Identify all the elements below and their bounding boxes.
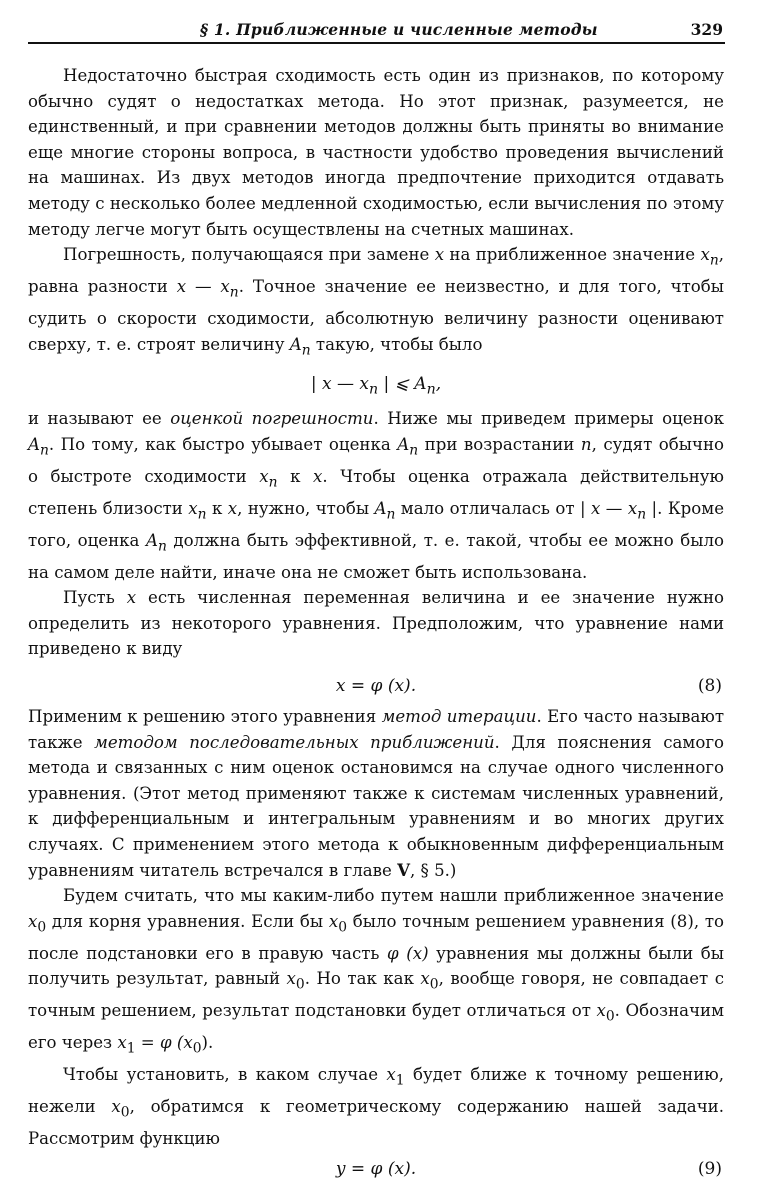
running-header <box>28 14 725 44</box>
paragraph-7: Чтобы установить, в каком случае $x_1$ будет ближе к точному решению, нежели $x_0$, обратимся к геометрическому содержанию нашей задачи. Рассмотрим функцию <box>28 1065 724 1148</box>
paragraph-3: и называют ее оценкой погрешности. Ниже мы приведем примеры оценок $A_n$. По тому, как быстро убывает оценка $A_n$ при возрастании n, судят обычно о быстроте сходимости $x_n$ к x. Чтобы оценка отражала действительную степень близости $x_n$ к x, нужно, чтобы $A_n$ мало отличалась от | x — $x_n$ |. Кроме того, оценка $A_n$ должна быть эффективной, т. е. такой, чтобы ее можно было на самом деле найти, иначе она не сможет быть использована. <box>28 409 725 582</box>
formula-9: y = φ (x). (9) <box>28 1151 724 1187</box>
page-number: 329 <box>690 20 723 39</box>
paragraph-1: Недостаточно быстрая сходимость есть один из признаков, по которому обычно судят о недостатках метода. Но этот признак, разумеется, не единственный, и при сравнении методов должны быть приняты во внимание еще многие стороны вопроса, в частности удобство проведения вычислений на машинах. Из двух методов иногда предпочтение приходится отдавать методу с несколько более медленной сходимостью, если вычисления по этому методу легче могут быть осуществлены на счетных машинах. <box>28 66 724 239</box>
paragraph-4: Пусть x есть численная переменная величина и ее значение нужно определить из некоторого уравнения. Предположим, что уравнение нами приведено к виду <box>28 588 724 659</box>
formula-8: x = φ (x). (8) <box>28 668 724 704</box>
equation-number-8: (8) <box>697 676 722 697</box>
paragraph-2: Погрешность, получающаяся при замене x на приближенное значение $x_n$, равна разности x — $x_n$. Точное значение ее неизвестно, и для того, чтобы судить о скорости сходимости, абсолютную величину разности оценивают сверху, т. е. строят величину $A_n$ такую, чтобы было <box>28 245 725 358</box>
equation-number-9: (9) <box>697 1159 722 1180</box>
paragraph-6: Будем считать, что мы каким-либо путем нашли приближенное значение $x_0$ для корня уравнения. Если бы $x_0$ было точным решением уравнения (8), то после подстановки его в правую часть φ (x) уравнения мы должны были бы получить результат, равный $x_0$. Но так как $x_0$, вообще говоря, не совпадает с точным решением, результат подстановки будет отличаться от $x_0$. Обозначим его через $x_1 = \varphi$ $(x_0)$. <box>28 886 725 1057</box>
header-title: § 1. Приближенные и численные методы <box>200 20 598 39</box>
paragraph-5: Применим к решению этого уравнения метод итерации. Его часто называют также методом последовательных приближений. Для пояснения самого метода и связанных с ним оценок остановимся на случае одного численного уравнения. (Этот метод применяют также к системам численных уравнений, к дифференциальным и интегральным уравнениям и во многих других случаях. С применением этого метода к обыкновенным дифференциальным уравнениям читатель встречался в главе V, § 5.) <box>28 707 724 880</box>
formula-estimate: | x — $x_n$ | ⩽ $A_n$, <box>310 374 442 398</box>
page-body <box>28 63 724 1187</box>
